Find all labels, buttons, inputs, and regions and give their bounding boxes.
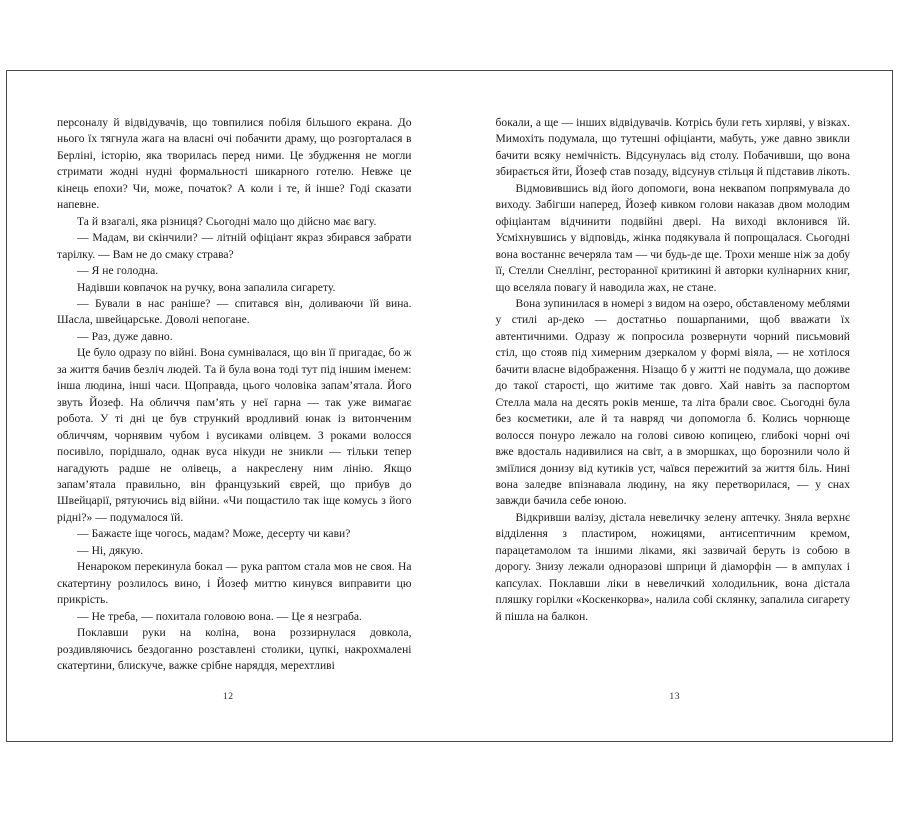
page-margin-top [0,0,900,70]
paragraph: Надівши ковпачок на ручку, вона запалила сигарету. [77,281,336,294]
left-page [7,71,450,741]
paragraph: Відкривши валізу, дістала невеличку зелену аптечку. Зняла верхнє відділення з пластиром, ножицями, антисептичним кремом, парацетамолом та іншими ліками, які зазвичай беруть із собою в дорогу. Знизу лежали одноразові шприци й діаморфін — в ампулах і капсулах. Поклавши ліки в невеличкий холодильник, вона дістала пляшку горілки «Коскенкорва», налила собі склянку, запалила сигарету й пішла на балкон. [495,511,850,623]
right-page [450,71,893,741]
paragraph: Поклавши руки на коліна, вона роззирнулася довкола, роздивляючись бездоганно розставлені столики, цупкі, накрохмалені скатертини, блискуче, важке срібне наряддя, мерехтливі [57,627,412,672]
paragraph: Та й взагалі, яка різниця? Сьогодні мало що дійсно має вагу. [77,215,377,228]
paragraph: бокали, а ще — інших відвідувачів. Котрісь були геть хирляві, у візках. Мимохіть подумала, що тутешні офіціанти, мабуть, уже давно звикли бачити всяку немічність. Відсунулась від столу. Побачивши, що вона збирається йти, Йозеф став позаду, відсунув стільця й підставив лікоть. [495,117,850,179]
book-spread [7,71,892,741]
paragraph: — Мадам, ви скінчили? — літній офіціант якраз збирався забрати тарілку. — Вам не до смаку страва? [57,232,412,261]
page-number-left: 12 [222,691,234,702]
page-number-right: 13 [669,691,681,702]
right-page-text-block [496,115,851,625]
paragraph: — Бували в нас раніше? — спитався він, доливаючи їй вина. Шасла, швейцарське. Доволі непогане. [57,297,412,327]
left-page-text-block [57,115,412,674]
paragraph: — Не треба, — похитала головою вона. — Це я незграба. [77,610,362,623]
paragraph: Ненароком перекинула бокал — рука раптом стала мов не своя. На скатертину розлилось вино, і Йозеф миттю кинувся виправити цю прикрість. [57,561,412,607]
paragraph: Відмовившись від його допомоги, вона неквапом попрямувала до виходу. Забігши наперед, Йозеф кивком голови наказав двом молодим офіціантам відчинити подвійні двері. На виході вклонився їй. Усміхнувшись у відповідь, жінка подякувала й попрощалася. Сьогодні вона востаннє вечеряла там — чи будь-де ще. Трохи менше ніж за добу її, Стелли Снеллінґ, ресторанної критикині й авторки кулінарних книг, що вселяла повагу й наводила жах, не стане. [495,182,850,294]
book-spread-frame [6,70,893,742]
paragraph: — Я не голодна. [77,265,159,278]
paragraph: Це було одразу по війні. Вона сумнівалася, що він її пригадає, бо ж за життя бачив безліч людей. Та й була вона тоді тут під іншим іменем: інша людина, інші часи. Щоправда, цього чоловіка запам’ятала. Його звуть Йозеф. На обличчя пам’ять у неї гарна — так уже вимагає робота. У ті дні це був стрункий вродливий юнак із витонченим обличчям, чорнявим чубом і вусиками олівцем. З роками волосся посивіло, порідшало, однак вуса нікуди не зникли — тільки тепер нагадують радше не олівець, а накреслену ним лінію. Якщо запам’ятала правильно, він французький єврей, що прибув до Швейцарії, рятуючись від війни. «Чи пощастило так іще комусь з його рідні?» — подумалося їй. [57,347,412,524]
paragraph: — Раз, дуже давно. [77,330,173,343]
paragraph: персоналу й відвідувачів, що товпилися побіля більшого екрана. До нього їх тягнула жага на власні очі побачити драму, що розгорталася в Берліні, історію, яка творилась перед ними. Це збудження не могли стримати жодні нудні формальності шикарного готелю. Невже це кінець епохи? Чи, може, початок? А коли і те, й інше? Годі сказати напевне. [57,117,412,212]
page-margin-bottom [0,742,900,817]
paragraph: Вона зупинилася в номері з видом на озеро, обставленому меблями у стилі ар-деко — достатньо пошарпаними, щоб вважати їх автентичними. Одразу ж попросила розвернути чорний письмовий стіл, що стояв під химерним дзеркалом у формі віяла, — не хотілося бачити власне відображення. Нізащо б у житті не подумала, що доживе до такої старості, що житиме так довго. Хай навіть за паспортом Стелла мала на десять років менше, та літа брали своє. Сьогодні була без косметики, але й та навряд чи допомогла б. Колись чорнюще волосся понуро лежало на голові сивою копицею, глибокі чорні очі вже вдосталь надивилися на світ, а в зморшках, що борознили чоло й зміїлися донизу від кутиків уст, чаївся пережитий за життя біль. Нині вона заледве впізнавала людину, на яку перетворилася, — у снах завжди бачила себе юною. [495,297,851,508]
paragraph: — Бажаєте іще чогось, мадам? Може, десерту чи кави? [77,528,351,541]
paragraph: — Ні, дякую. [77,544,144,557]
